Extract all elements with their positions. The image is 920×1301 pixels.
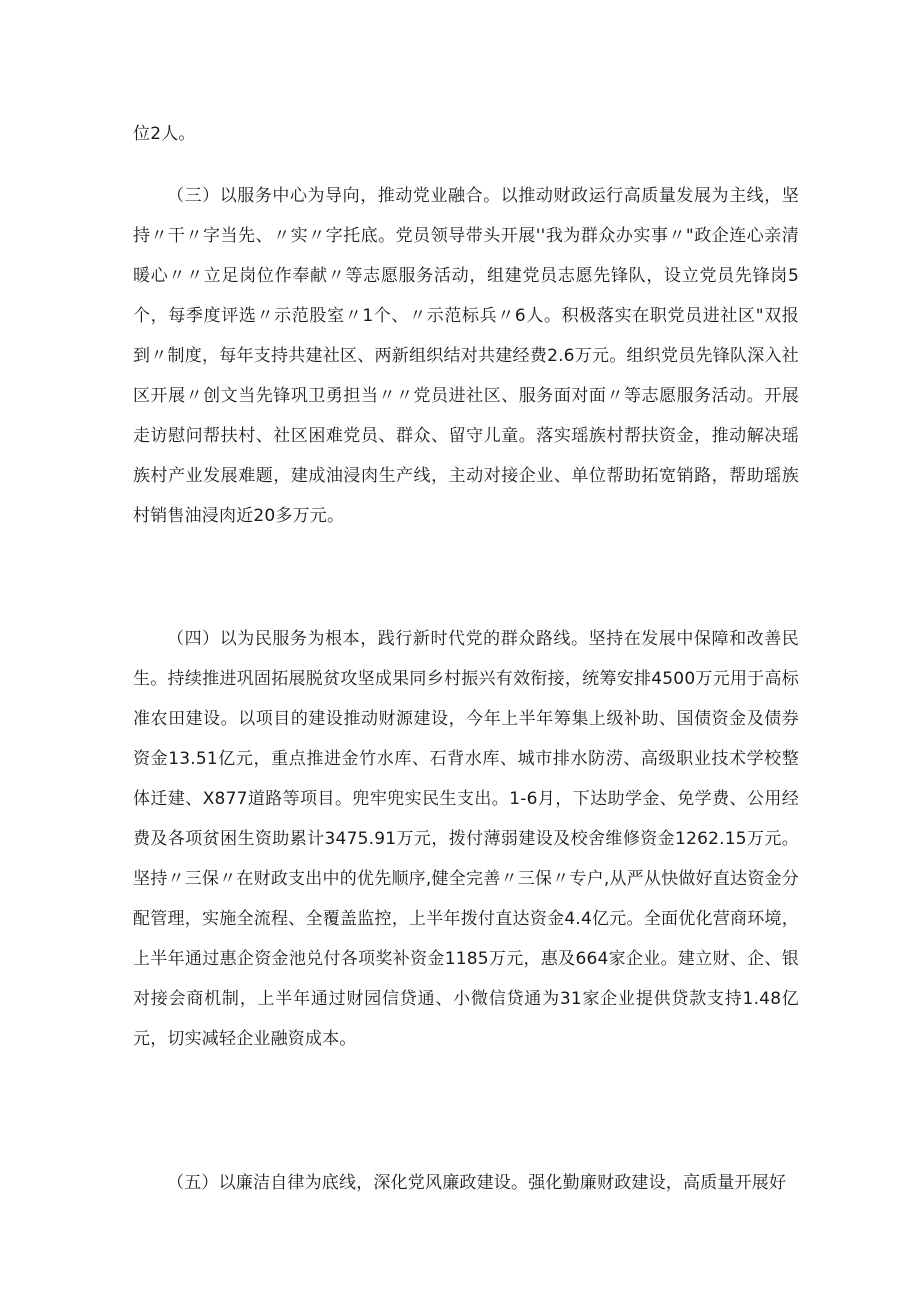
paragraph-section-4: （四）以为民服务为根本，践行新时代党的群众路线。坚持在发展中保障和改善民生。持续推进巩固拓展脱贫攻坚成果同乡村振兴有效衔接，统筹安排4500万元用于高标准农田建设。以项目的建设推动财源建设，今年上半年筹集上级补助、国债资金及债券资金13.51亿元，重点推进金竹水库、石背水库、城市排水防涝、高级职业技术学校整体迁建、X877道路等项目。兜牢兜实民生支出。1-6月，下达助学金、免学费、公用经费及各项贫困生资助累计3475.91万元，拨付薄弱建设及校舍维修资金1262.15万元。坚持〃三保〃在财政支出中的优先顺序,健全完善〃三保〃专户,从严从快做好直达资金分配管理，实施全流程、全覆盖监控，上半年拨付直达资金4.4亿元。全面优化营商环境，上半年通过惠企资金池兑付各项奖补资金1185万元，惠及664家企业。建立财、企、银对接会商机制，上半年通过财园信贷通、小微信贷通为31家企业提供贷款支持1.48亿元，切实减轻企业融资成本。 xyxy=(133,629,799,1049)
paragraph-section-3: （三）以服务中心为导向，推动党业融合。以推动财政运行高质量发展为主线，坚持〃干〃字当先、〃实〃字托底。党员领导带头开展''我为群众办实事〃"政企连心亲清暖心〃〃立足岗位作奉献〃等志愿服务活动，组建党员志愿先锋队，设立党员先锋岗5个，每季度评选〃示范股室〃1个、〃示范标兵〃6人。积极落实在职党员进社区"双报到〃制度，每年支持共建社区、两新组织结对共建经费2.6万元。组织党员先锋队深入社区开展〃创文当先锋巩卫勇担当〃〃党员进社区、服务面对面〃等志愿服务活动。开展走访慰问帮扶村、社区困难党员、群众、留守儿童。落实瑶族村帮扶资金，推动解决瑶族村产业发展难题，建成油浸肉生产线，主动对接企业、单位帮助拓宽销路，帮助瑶族村销售油浸肉近20多万元。 xyxy=(133,186,799,526)
paragraph-section-5: （五）以廉洁自律为底线，深化党风廉政建设。强化勤廉财政建设，高质量开展好 xyxy=(167,1173,787,1193)
paragraph-continuation: 位2人。 xyxy=(133,124,196,144)
